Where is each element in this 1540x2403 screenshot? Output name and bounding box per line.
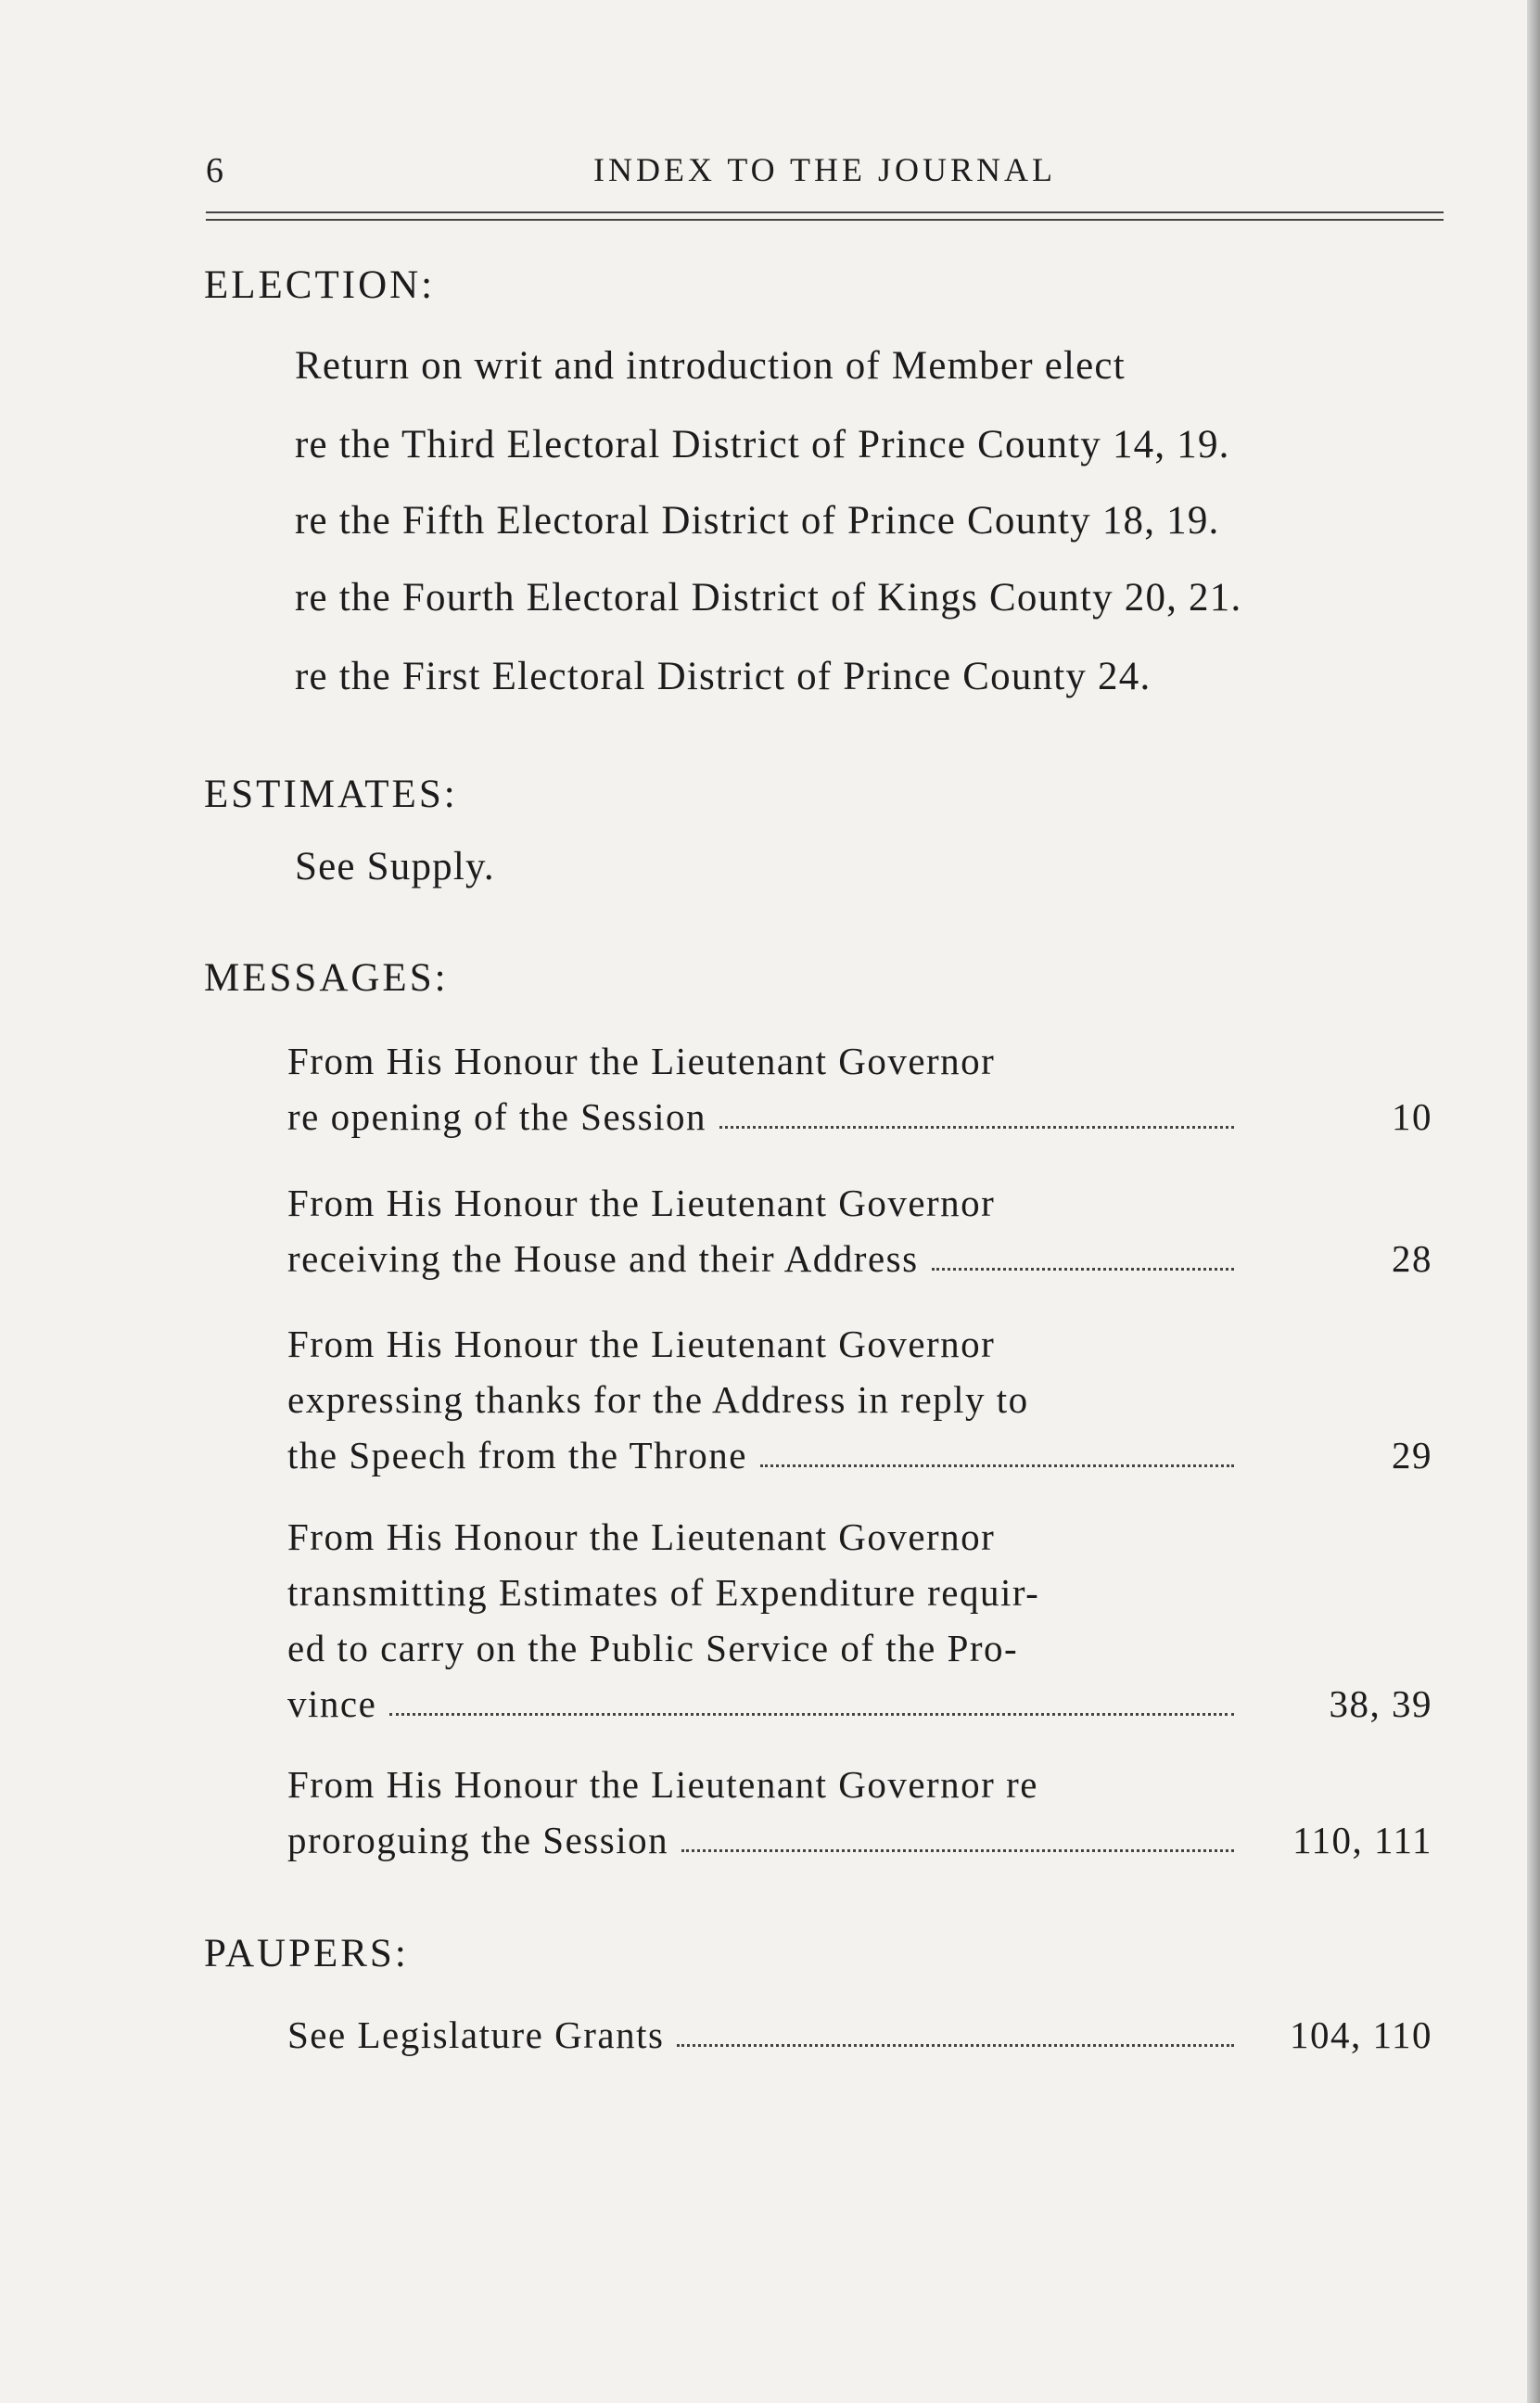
entry-last-line [287, 1089, 1432, 1144]
messages-heading: MESSAGES: [204, 956, 449, 1000]
election-line: re the Third Electoral District of Prince County 14, 19. [295, 423, 1230, 467]
page-number: 6 [206, 151, 223, 190]
entry-text: receiving the House and their Address [287, 1237, 919, 1280]
message-entry [287, 1509, 1432, 1732]
dot-leader [677, 2007, 1234, 2047]
election-heading: ELECTION: [204, 263, 436, 307]
page-reference: 110, 111 [1292, 1819, 1432, 1861]
message-entry [287, 1175, 1432, 1286]
page-reference: 10 [1392, 1095, 1432, 1138]
election-line: re the First Electoral District of Prince County 24. [295, 655, 1152, 698]
entry-line: From His Honour the Lieutenant Governor [287, 1515, 996, 1558]
entry-line: From His Honour the Lieutenant Governor [287, 1182, 996, 1224]
page-reference: 29 [1392, 1434, 1432, 1476]
header-rule-top [206, 211, 1444, 213]
page-reference: 104, 110 [1290, 2013, 1432, 2056]
entry-line: expressing thanks for the Address in reply to [287, 1378, 1029, 1421]
entry-text: See Legislature Grants [287, 2013, 665, 2056]
entry-text: re opening of the Session [287, 1095, 706, 1138]
message-entry [287, 1316, 1432, 1483]
entry-last-line [287, 1427, 1432, 1483]
entry-line: transmitting Estimates of Expenditure requir- [287, 1571, 1040, 1614]
entry-text: proroguing the Session [287, 1819, 669, 1861]
running-title: INDEX TO THE JOURNAL [593, 151, 1056, 188]
entry-text: the Speech from the Throne [287, 1434, 747, 1476]
entry-line: ed to carry on the Public Service of the Pro- [287, 1627, 1019, 1669]
dot-leader [389, 1676, 1234, 1716]
entry-last-line [287, 2007, 1432, 2063]
entry-last-line [287, 1812, 1432, 1868]
entry-last-line [287, 1676, 1432, 1732]
page-reference: 38, 39 [1329, 1682, 1432, 1725]
message-entry [287, 1757, 1432, 1868]
dot-leader [681, 1812, 1234, 1852]
estimates-heading: ESTIMATES: [204, 773, 458, 816]
header-rule-bottom [206, 219, 1444, 221]
entry-last-line [287, 1231, 1432, 1286]
election-line: Return on writ and introduction of Member elect [295, 344, 1126, 388]
entry-line: From His Honour the Lieutenant Governor re [287, 1763, 1038, 1806]
dot-leader [719, 1089, 1234, 1129]
paupers-entry [287, 2007, 1432, 2063]
paupers-heading: PAUPERS: [204, 1932, 409, 1975]
entry-line: From His Honour the Lieutenant Governor [287, 1323, 996, 1365]
dot-leader [932, 1231, 1234, 1271]
entry-text: vince [287, 1682, 377, 1725]
message-entry [287, 1033, 1432, 1144]
estimates-line: See Supply. [295, 845, 495, 888]
page-reference: 28 [1392, 1237, 1432, 1280]
entry-line: From His Honour the Lieutenant Governor [287, 1040, 996, 1082]
page-edge-shadow [1527, 0, 1540, 2403]
election-line: re the Fourth Electoral District of Kings County 20, 21. [295, 576, 1242, 620]
election-line: re the Fifth Electoral District of Prince County 18, 19. [295, 499, 1220, 543]
dot-leader [760, 1427, 1234, 1467]
page-header [206, 150, 1444, 197]
